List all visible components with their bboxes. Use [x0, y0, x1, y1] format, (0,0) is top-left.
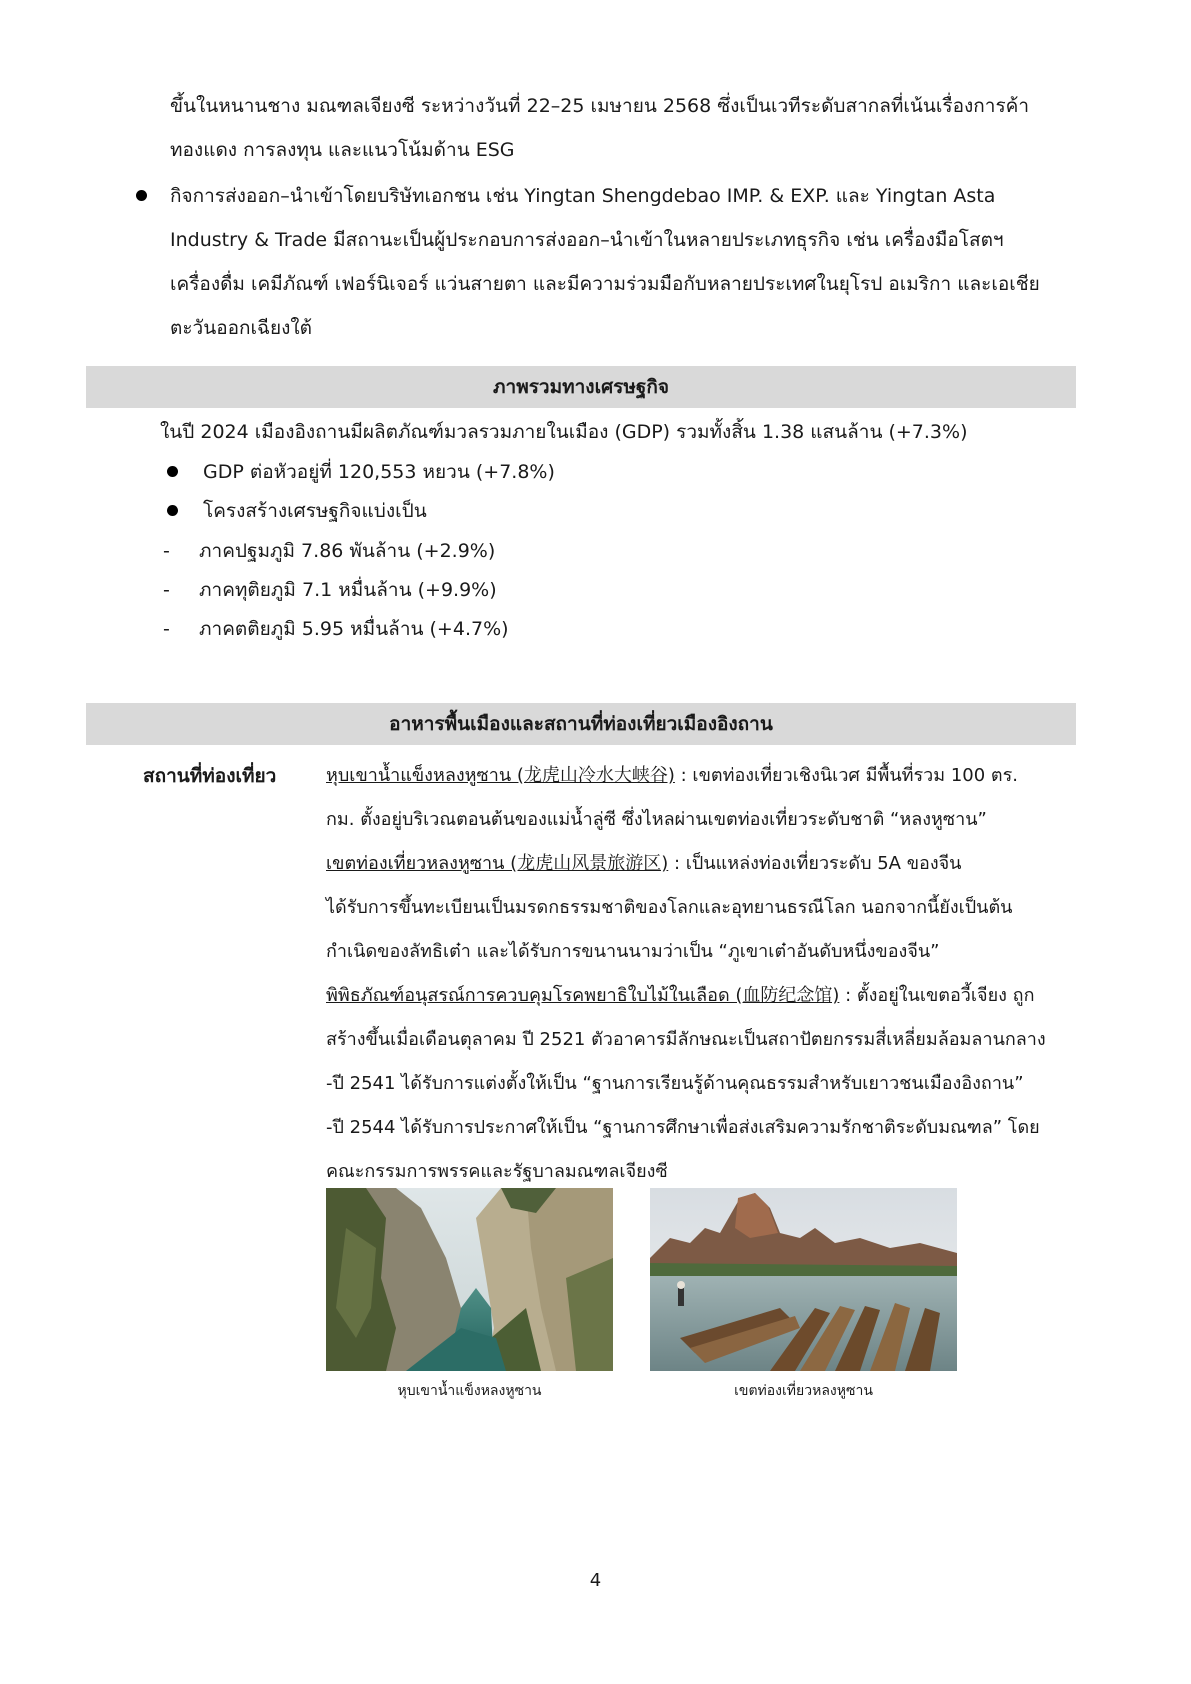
bullet-icon — [136, 190, 147, 201]
tourism-label: สถานที่ท่องเที่ยว — [143, 765, 277, 787]
place-3-line-2: สร้างขึ้นเมื่อเดือนตุลาคม ปี 2521 ตัวอาคารมีลักษณะเป็นสถาปัตยกรรมสี่เหลี่ยมล้อมลานกลาง — [326, 1029, 1046, 1050]
export-line-4: ตะวันออกเฉียงใต้ — [170, 317, 312, 339]
dash-marker: - — [163, 618, 170, 640]
sector-tertiary: ภาคตติยภูมิ 5.95 หมื่นล้าน (+4.7%) — [199, 618, 509, 640]
place-1-desc: : เขตท่องเที่ยวเชิงนิเวศ มีพื้นที่รวม 100 ตร. — [674, 765, 1019, 786]
place-1-line-1 — [326, 754, 1018, 798]
export-line-1: กิจการส่งออก–นำเข้าโดยบริษัทเอกชน เช่น Yingtan Shengdebao IMP. & EXP. และ Yingtan Asta — [170, 185, 996, 207]
place-1-line-2: กม. ตั้งอยู่บริเวณตอนต้นของแม่น้ำลู่ซี ซึ่งไหลผ่านเขตท่องเที่ยวระดับชาติ “หลงหูซาน” — [326, 809, 987, 830]
place-2-line-3: กำเนิดของลัทธิเต๋า และได้รับการขนานนามว่าเป็น “ภูเขาเต๋าอันดับหนึ่งของจีน” — [326, 941, 940, 962]
intro-line-1: ขึ้นในหนานชาง มณฑลเจียงซี ระหว่างวันที่ 22–25 เมษายน 2568 ซึ่งเป็นเวทีระดับสากลที่เน้นเรื่องการค้า — [170, 95, 1030, 117]
sector-primary: ภาคปฐมภูมิ 7.86 พันล้าน (+2.9%) — [199, 540, 496, 562]
export-line-3: เครื่องดื่ม เคมีภัณฑ์ เฟอร์นิเจอร์ แว่นสายตา และมีความร่วมมือกับหลายประเทศในยุโรป อเมริกา และเอเชีย — [170, 273, 1040, 295]
sector-secondary: ภาคทุติยภูมิ 7.1 หมื่นล้าน (+9.9%) — [199, 579, 497, 601]
place-3-line-5: คณะกรรมการพรรคและรัฐบาลมณฑลเจียงซี — [326, 1161, 668, 1182]
place-3-desc: : ตั้งอยู่ในเขตอวี้เจียง ถูก — [839, 985, 1035, 1006]
rafts-photo-caption: เขตท่องเที่ยวหลงหูซาน — [734, 1383, 873, 1399]
dash-marker: - — [163, 579, 170, 601]
rafts-photo — [650, 1188, 957, 1371]
place-3-line-3: -ปี 2541 ได้รับการแต่งตั้งให้เป็น “ฐานการเรียนรู้ด้านคุณธรรมสำหรับเยาวชนเมืองอิงถาน” — [326, 1073, 1024, 1094]
place-2-line-1 — [326, 842, 961, 886]
gdp-per-capita: GDP ต่อหัวอยู่ที่ 120,553 หยวน (+7.8%) — [203, 461, 555, 483]
place-2-title: เขตท่องเที่ยวหลงหูซาน (龙虎山风景旅游区) — [326, 853, 669, 874]
place-2-desc: : เป็นแหล่งท่องเที่ยวระดับ 5A ของจีน — [668, 853, 962, 874]
export-line-2: Industry & Trade มีสถานะเป็นผู้ประกอบการส่งออก–นำเข้าในหลายประเภทธุรกิจ เช่น เครื่องมือโสตฯ — [170, 229, 1004, 251]
economic-structure: โครงสร้างเศรษฐกิจแบ่งเป็น — [203, 500, 427, 522]
tourism-section-title: อาหารพื้นเมืองและสถานที่ท่องเที่ยวเมืองอิงถาน — [86, 703, 1076, 745]
place-2-line-2: ได้รับการขึ้นทะเบียนเป็นมรดกธรรมชาติของโลกและอุทยานธรณีโลก นอกจากนี้ยังเป็นต้น — [326, 897, 1013, 918]
economy-section-title: ภาพรวมทางเศรษฐกิจ — [86, 366, 1076, 408]
gdp-line: ในปี 2024 เมืองอิงถานมีผลิตภัณฑ์มวลรวมภายในเมือง (GDP) รวมทั้งสิ้น 1.38 แสนล้าน (+7.3%) — [160, 421, 968, 443]
bullet-icon — [167, 505, 178, 516]
dash-marker: - — [163, 540, 170, 562]
place-3-line-4: -ปี 2544 ได้รับการประกาศให้เป็น “ฐานการศึกษาเพื่อส่งเสริมความรักชาติระดับมณฑล” โดย — [326, 1117, 1040, 1138]
place-1-title: หุบเขาน้ำแข็งหลงหูซาน (龙虎山冷水大峡谷) — [326, 765, 675, 786]
intro-line-2: ทองแดง การลงทุน และแนวโน้มด้าน ESG — [170, 139, 515, 161]
place-3-title: พิพิธภัณฑ์อนุสรณ์การควบคุมโรคพยาธิใบไม้ในเลือด (血防纪念馆) — [326, 985, 840, 1006]
place-3-line-1 — [326, 974, 1034, 1018]
canyon-photo — [326, 1188, 613, 1371]
page-number: 4 — [589, 1570, 602, 1591]
bullet-icon — [167, 466, 178, 477]
canyon-photo-caption: หุบเขาน้ำแข็งหลงหูซาน — [397, 1383, 542, 1399]
